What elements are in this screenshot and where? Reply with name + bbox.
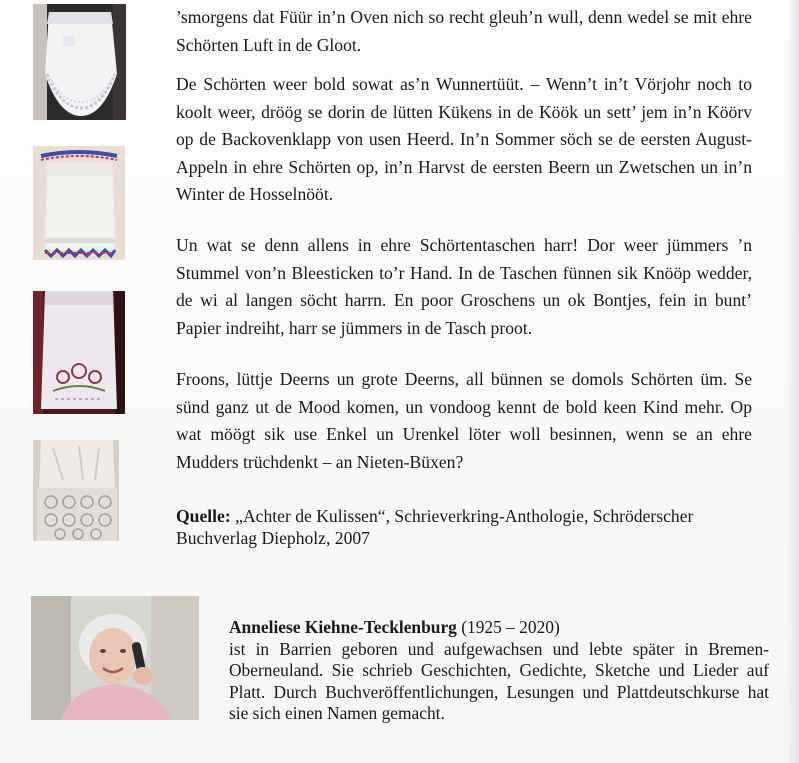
source-label: Quelle: xyxy=(176,506,231,526)
author-bio-text: ist in Barrien geboren und aufgewachsen und lebte später in Bremen- Oberneuland. Sie schrieb Geschichten, Gedichte, Sketche und Lieder auf Platt. Durch Buchveröffentlichungen, Lesungen und Plattdeutschkurse hat sie sich einen Namen gemacht. xyxy=(229,638,769,723)
apron-photo-4 xyxy=(33,440,119,541)
apron-photo-2 xyxy=(33,146,125,260)
author-years: (1925 – 2020) xyxy=(456,617,560,637)
article-paragraph-4: Froons, lüttje Deerns un grote Deerns, all bünnen se domols Schörten üm. Se sünd ganz ut de Mood komen, un vondoog kennt de bold keen Kind mehr. Op wat möögt sik use Enkel un Urenkel löter woll besinnen, wenn se an ehre Mudders trüchdenkt – an Nieten-Büxen? xyxy=(176,369,752,472)
source-citation xyxy=(176,505,752,549)
source-text: „Achter de Kulissen“, Schrieverkring-Anthologie, Schröderscher Buchverlag Diepholz, 2007 xyxy=(176,506,694,548)
author-name: Anneliese Kiehne-Tecklenburg xyxy=(229,617,457,637)
article-paragraph-3: Un wat se denn allens in ehre Schörtentaschen harr! Dor weer jümmers ’n Stummel von’n Bleesticken to’r Hand. In de Taschen fünnen sik Knööp wedder, de wi al langen söcht harrn. En poor Groschens un ok Bontjes, fein in bunt’ Papier indreiht, harr se jümmers in de Tasch proot. xyxy=(176,235,752,338)
apron-photo-1 xyxy=(33,4,126,120)
author-heading xyxy=(229,617,769,639)
author-portrait-photo xyxy=(31,596,199,720)
page-edge-shadow xyxy=(787,0,799,763)
apron-photo-3 xyxy=(33,291,125,414)
author-bio xyxy=(229,617,769,725)
article-paragraph-2: De Schörten weer bold sowat as’n Wunnertüüt. – Wenn’t in’t Vörjohr noch to koolt weer, dröög se dorin de lütten Kükens in de Köök un sett’ jem in’n Köörv op de Backovenklapp von usen Heerd. In’n Sommer söch se de eersten August-Appeln in ehre Schörten op, in’n Harvst de eersten Beern un Zwetschen un in’n Winter de Hosselnööt. xyxy=(176,74,752,204)
article-paragraph-1: ’smorgens dat Füür in’n Oven nich so recht gleuh’n wull, denn wedel se mit ehre Schörten Luft in de Gloot. xyxy=(176,7,752,55)
